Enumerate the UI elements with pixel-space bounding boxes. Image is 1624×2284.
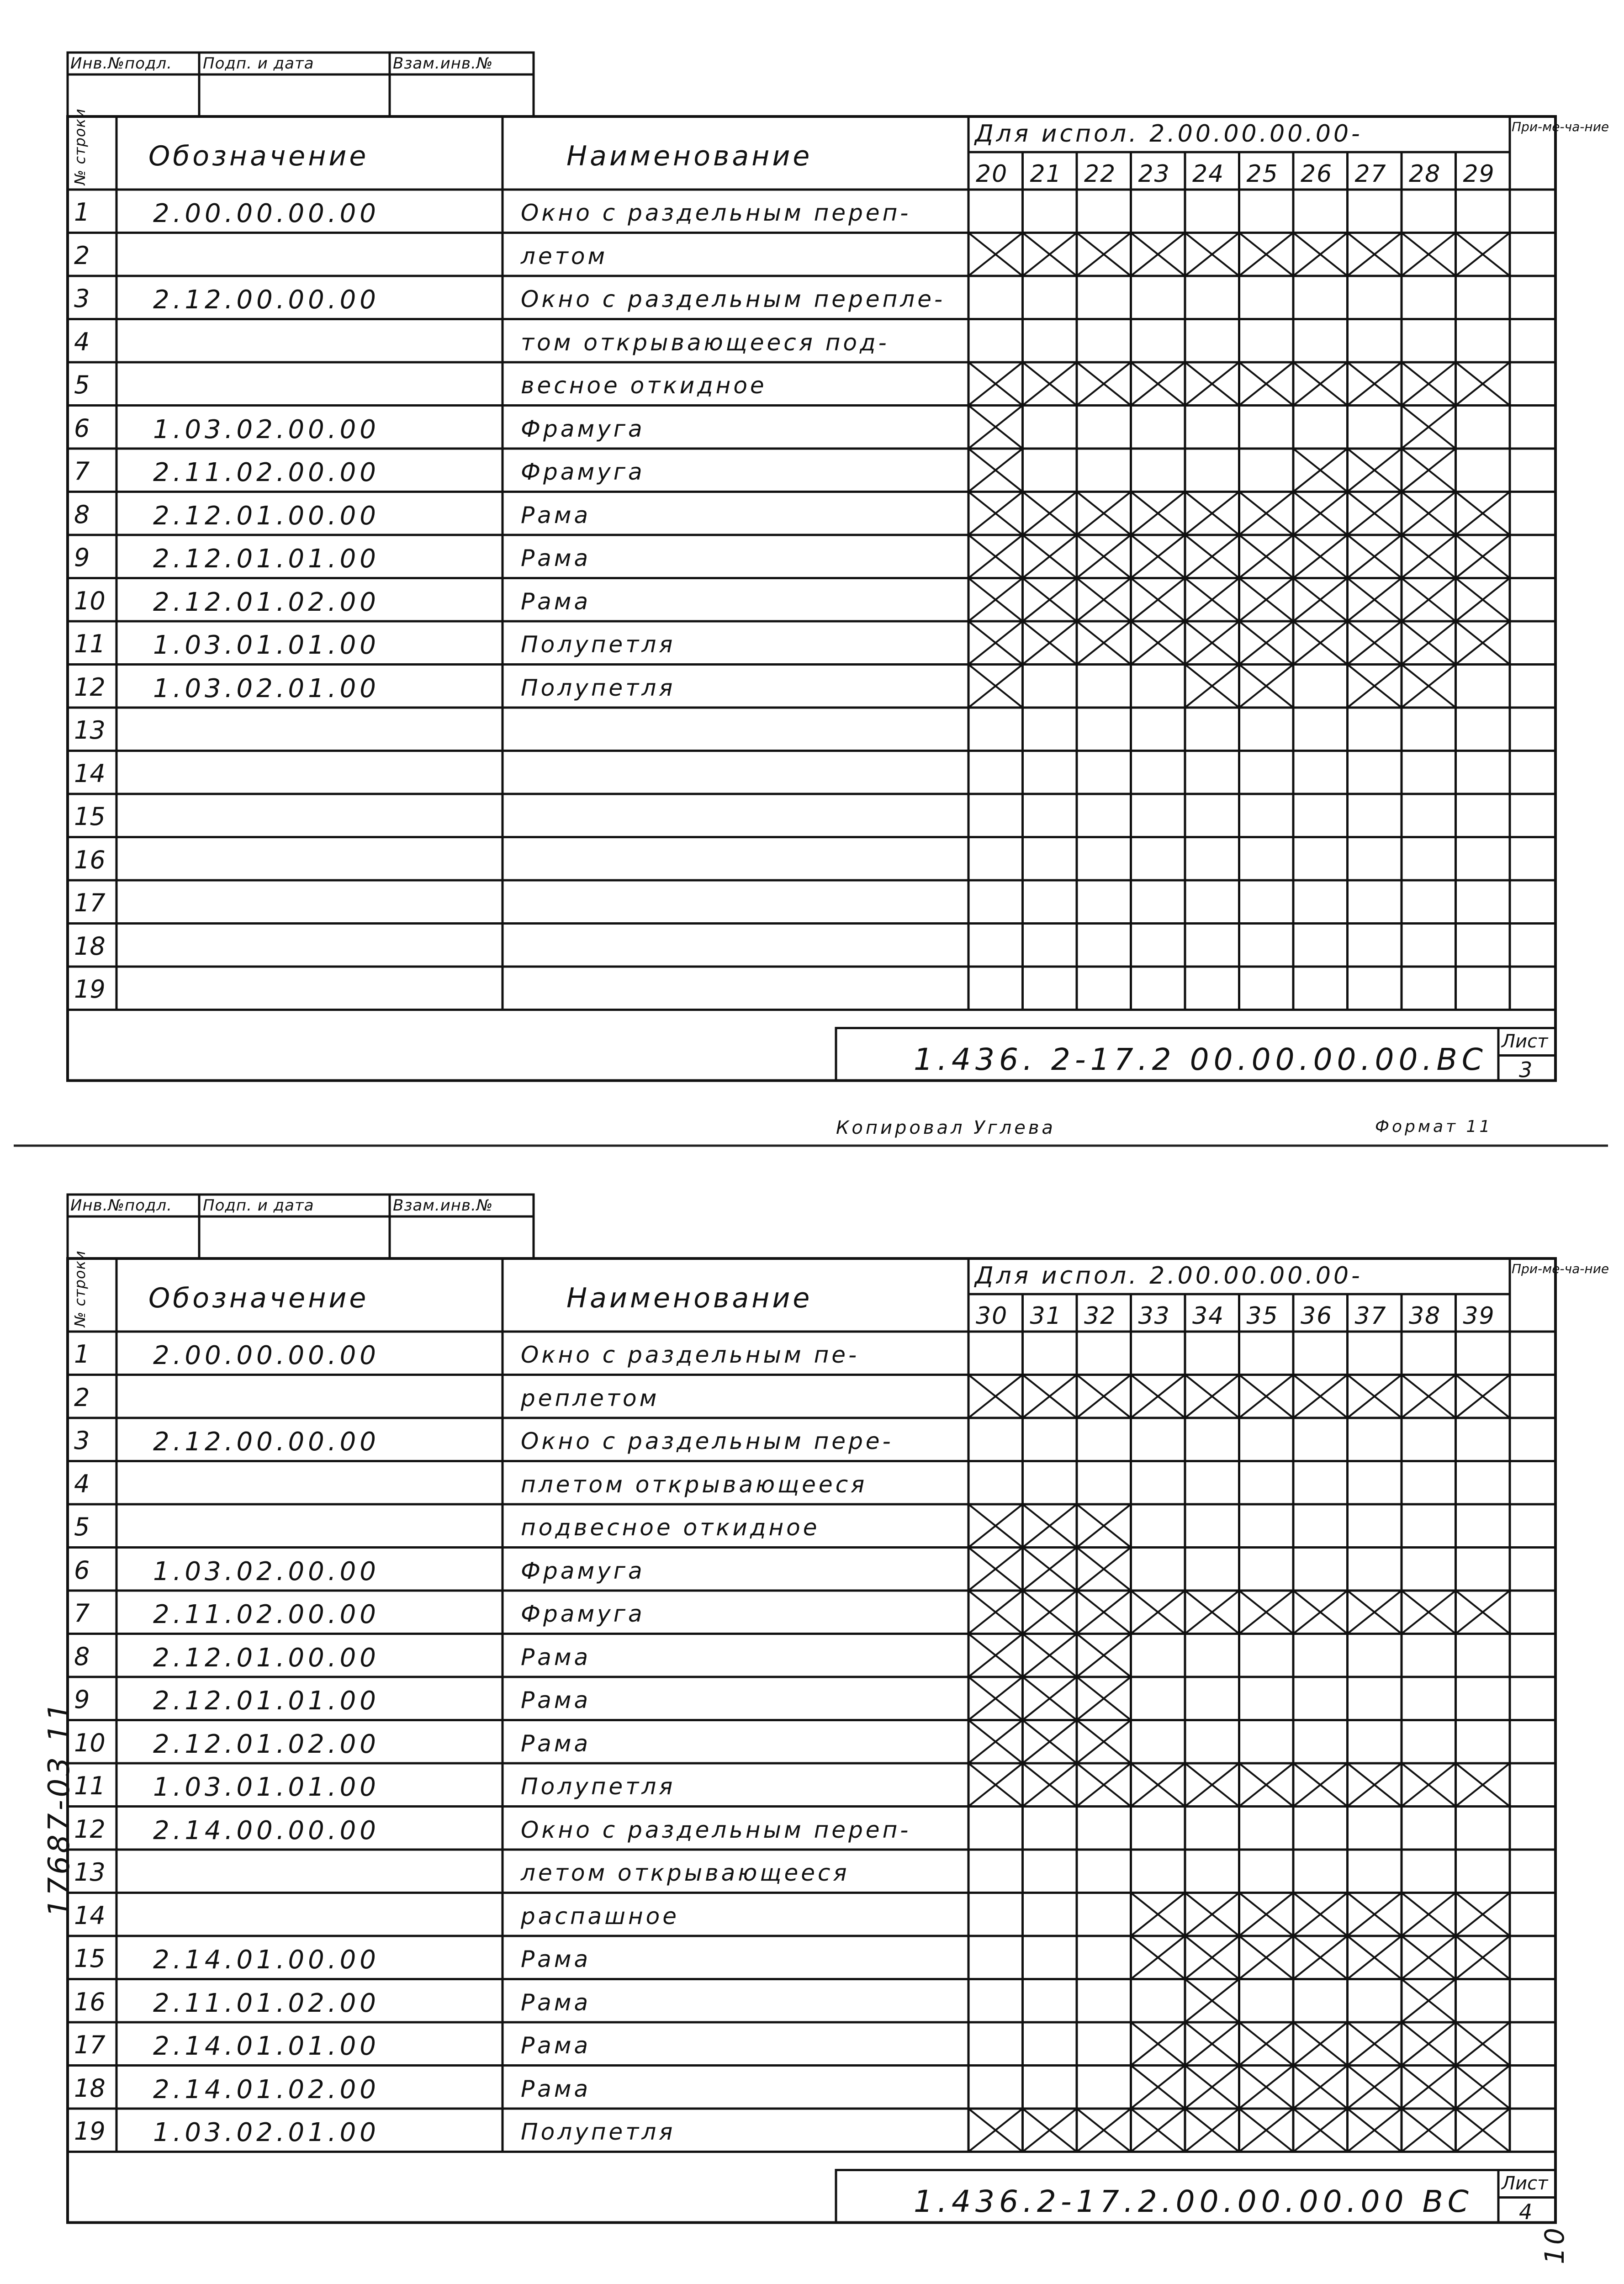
row-number: 1 [74,198,90,227]
row-oboznachenie: 2.14.01.02.00 [153,2074,380,2104]
row-number: 15 [74,802,106,831]
row-naimenovanie: распашное [521,1903,679,1930]
row-naimenovanie: летом [521,243,608,270]
row-oboznachenie: 1.03.02.01.00 [153,2118,380,2147]
row-number: 5 [74,370,90,399]
variant-col-25: 25 [1246,160,1279,188]
row-naimenovanie: Окно с раздельным пере- [521,1428,894,1454]
row-oboznachenie: 2.12.01.01.00 [153,1686,380,1716]
list-label: Лист [1502,1031,1548,1052]
row-number: 1 [74,1340,90,1369]
row-naimenovanie: реплетом [521,1385,660,1412]
stamp-inv-podl-label: Инв.№подл. [70,1196,172,1215]
variant-col-34: 34 [1192,1302,1225,1330]
variant-col-27: 27 [1354,160,1387,188]
row-naimenovanie: Рама [521,2075,591,2102]
row-oboznachenie: 2.12.01.00.00 [153,1643,380,1673]
row-number: 12 [74,1814,106,1844]
variant-col-29: 29 [1463,160,1495,188]
row-oboznachenie: 1.03.01.01.00 [153,630,380,660]
variant-col-31: 31 [1030,1302,1062,1330]
header-primechanie: При-ме-ча-ние [1512,1261,1609,1276]
row-number: 7 [74,1599,90,1628]
row-oboznachenie: 2.12.00.00.00 [153,285,380,315]
row-number: 15 [74,1944,106,1973]
row-oboznachenie: 2.12.01.00.00 [153,501,380,531]
variant-col-24: 24 [1192,160,1225,188]
row-number: 2 [74,241,90,270]
list-number: 4 [1519,2199,1533,2224]
row-number: 6 [74,413,90,443]
row-oboznachenie: 1.03.02.00.00 [153,414,380,444]
row-oboznachenie: 2.12.01.02.00 [153,587,380,617]
row-naimenovanie: Окно с раздельным переп- [521,200,911,226]
row-number: 8 [74,1642,90,1671]
row-number: 4 [74,1469,90,1498]
variant-col-30: 30 [976,1302,1008,1330]
header-oboznachenie: Обозначение [148,1282,369,1314]
row-number: 3 [74,284,90,313]
header-primechanie: При-ме-ча-ние [1512,119,1609,134]
row-naimenovanie: Рама [521,545,591,571]
row-oboznachenie: 2.11.02.00.00 [153,458,380,487]
row-naimenovanie: Рама [521,1989,591,2016]
row-number: 14 [74,1901,106,1930]
row-number: 2 [74,1383,90,1412]
row-naimenovanie: Фрамуга [521,415,645,442]
row-number: 18 [74,931,106,961]
row-number: 16 [74,1987,106,2016]
row-number: 3 [74,1426,90,1455]
header-naimenovanie: Наименование [566,140,813,172]
header-dlya-ispol: Для испол. 2.00.00.00.00- [975,120,1363,148]
header-row-number: № строки [71,1250,89,1327]
row-number: 11 [74,1771,106,1800]
row-oboznachenie: 1.03.02.00.00 [153,1556,380,1586]
stamp-vzam-inv-label: Взам.инв.№ [393,1196,493,1215]
row-number: 7 [74,457,90,486]
row-number: 4 [74,327,90,356]
row-number: 8 [74,500,90,529]
stamp-inv-podl-label: Инв.№подл. [70,54,172,73]
row-oboznachenie: 2.11.02.00.00 [153,1600,380,1629]
format-text: Формат 11 [1375,1117,1493,1136]
header-naimenovanie: Наименование [566,1282,813,1314]
row-naimenovanie: Окно с раздельным пе- [521,1342,860,1368]
row-naimenovanie: Рама [521,502,591,529]
row-naimenovanie: Рама [521,1946,591,1972]
row-oboznachenie: 1.03.02.01.00 [153,673,380,703]
row-number: 10 [74,586,106,615]
row-oboznachenie: 2.11.01.02.00 [153,1988,380,2018]
copied-by-text: Копировал Углева [836,1117,1056,1138]
stamp-podp-data-label: Подп. и дата [203,54,314,73]
variant-col-32: 32 [1084,1302,1116,1330]
row-oboznachenie: 2.14.01.01.00 [153,2031,380,2061]
stamp-podp-data-label: Подп. и дата [203,1196,314,1215]
row-oboznachenie: 2.12.00.00.00 [153,1427,380,1457]
row-number: 13 [74,1858,106,1887]
list-number: 3 [1519,1057,1533,1082]
row-naimenovanie: Фрамуга [521,1557,645,1584]
row-number: 14 [74,759,106,788]
variant-col-33: 33 [1138,1302,1170,1330]
row-naimenovanie: Фрамуга [521,1601,645,1627]
row-number: 9 [74,1685,90,1714]
row-number: 10 [74,1728,106,1757]
margin-archive-number: 17687-03 11 [42,1700,76,1917]
header-row-number: № строки [71,108,89,185]
variant-col-28: 28 [1409,160,1441,188]
row-naimenovanie: летом открывающееся [521,1860,850,1886]
page-number: 10 [1539,2225,1570,2264]
row-oboznachenie: 2.14.00.00.00 [153,1815,380,1845]
variant-col-21: 21 [1030,160,1062,188]
row-naimenovanie: Рама [521,1644,591,1671]
row-number: 9 [74,543,90,572]
row-oboznachenie: 2.12.01.01.00 [153,544,380,574]
row-oboznachenie: 2.14.01.00.00 [153,1945,380,1975]
row-naimenovanie: плетом открывающееся [521,1471,868,1498]
variant-col-23: 23 [1138,160,1170,188]
row-naimenovanie: Рама [521,2032,591,2059]
list-label: Лист [1502,2173,1548,2194]
header-oboznachenie: Обозначение [148,140,369,172]
row-number: 17 [74,888,106,917]
row-number: 5 [74,1512,90,1541]
variant-col-36: 36 [1301,1302,1333,1330]
row-naimenovanie: Рама [521,1687,591,1713]
row-oboznachenie: 1.03.01.01.00 [153,1772,380,1802]
row-number: 12 [74,672,106,702]
row-naimenovanie: Фрамуга [521,459,645,485]
row-naimenovanie: Окно с раздельным переп- [521,1816,911,1843]
variant-col-39: 39 [1463,1302,1495,1330]
document-number: 1.436.2-17.2.00.00.00.00 ВС [914,2184,1473,2219]
variant-col-26: 26 [1301,160,1333,188]
row-naimenovanie: весное откидное [521,372,767,399]
row-oboznachenie: 2.00.00.00.00 [153,199,380,228]
row-number: 13 [74,716,106,745]
variant-col-22: 22 [1084,160,1116,188]
row-number: 19 [74,2117,106,2146]
row-naimenovanie: Полупетля [521,2119,676,2145]
row-naimenovanie: подвесное откидное [521,1514,820,1541]
row-number: 11 [74,629,106,658]
stamp-vzam-inv-label: Взам.инв.№ [393,54,493,73]
row-naimenovanie: Рама [521,1730,591,1757]
row-naimenovanie: Рама [521,588,591,615]
row-naimenovanie: Полупетля [521,674,676,701]
variant-col-35: 35 [1246,1302,1279,1330]
row-naimenovanie: Полупетля [521,631,676,658]
row-number: 16 [74,845,106,874]
document-number: 1.436. 2-17.2 00.00.00.00.ВС [914,1042,1487,1077]
variant-col-37: 37 [1354,1302,1387,1330]
row-naimenovanie: Окно с раздельным переплe- [521,286,946,312]
row-naimenovanie: Полупетля [521,1773,676,1800]
variant-col-38: 38 [1409,1302,1441,1330]
variant-col-20: 20 [976,160,1008,188]
row-number: 17 [74,2030,106,2059]
row-naimenovanie: том открывающееся под- [521,329,889,356]
row-oboznachenie: 2.12.01.02.00 [153,1729,380,1759]
row-number: 18 [74,2073,106,2103]
row-number: 19 [74,975,106,1004]
header-dlya-ispol: Для испол. 2.00.00.00.00- [975,1262,1363,1290]
row-number: 6 [74,1555,90,1585]
row-oboznachenie: 2.00.00.00.00 [153,1341,380,1370]
